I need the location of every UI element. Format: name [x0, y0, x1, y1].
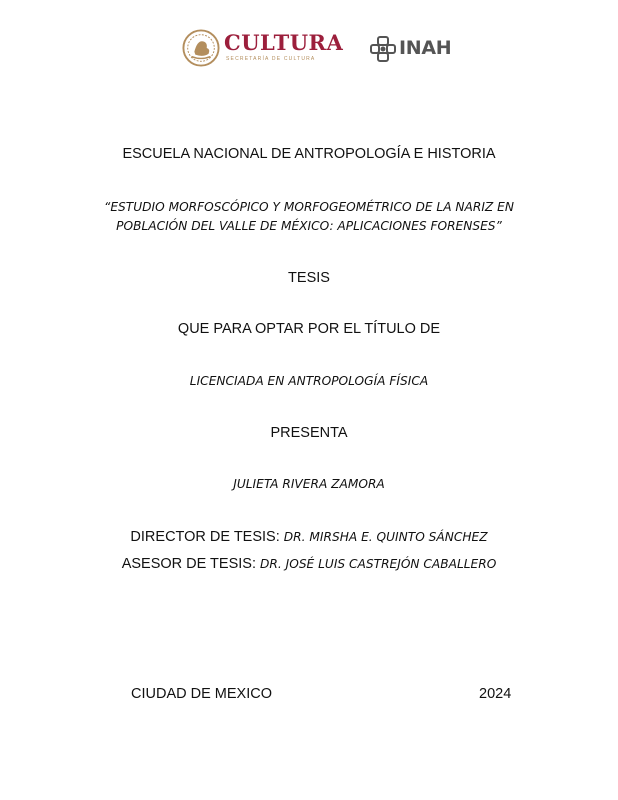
inah-emblem-icon [369, 35, 397, 63]
cultura-wordmark: CULTURA [224, 30, 344, 55]
inah-wordmark: INAH [399, 37, 452, 59]
degree-title: LICENCIADA EN ANTROPOLOGÍA FÍSICA [189, 374, 429, 388]
mexico-seal-icon [182, 29, 220, 67]
inah-logo [369, 35, 459, 63]
city: CIUDAD DE MEXICO [131, 686, 272, 702]
cultura-logo [182, 28, 347, 70]
thesis-title-line2: POBLACIÓN DEL VALLE DE MÉXICO: APLICACIONES FORENSES” [116, 219, 502, 233]
year: 2024 [479, 686, 512, 702]
document-type: TESIS [288, 270, 330, 286]
cultura-subtitle: SECRETARÍA DE CULTURA [226, 56, 316, 62]
director-line [0, 528, 618, 546]
director-label: DIRECTOR DE TESIS: [130, 529, 284, 545]
advisor-name: DR. JOSÉ LUIS CASTREJÓN CABALLERO [260, 557, 497, 571]
advisor-line [0, 555, 618, 573]
advisor-label: ASESOR DE TESIS: [121, 556, 261, 572]
thesis-title-line1: “ESTUDIO MORFOSCÓPICO Y MORFOGEOMÉTRICO DE LA NARIZ EN [104, 200, 514, 214]
presents-label: PRESENTA [270, 425, 348, 441]
director-name: DR. MIRSHA E. QUINTO SÁNCHEZ [283, 530, 488, 544]
institution-name: ESCUELA NACIONAL DE ANTROPOLOGÍA E HISTORIA [122, 146, 496, 162]
degree-intro: QUE PARA OPTAR POR EL TÍTULO DE [177, 321, 441, 337]
author-name: JULIETA RIVERA ZAMORA [233, 477, 385, 491]
